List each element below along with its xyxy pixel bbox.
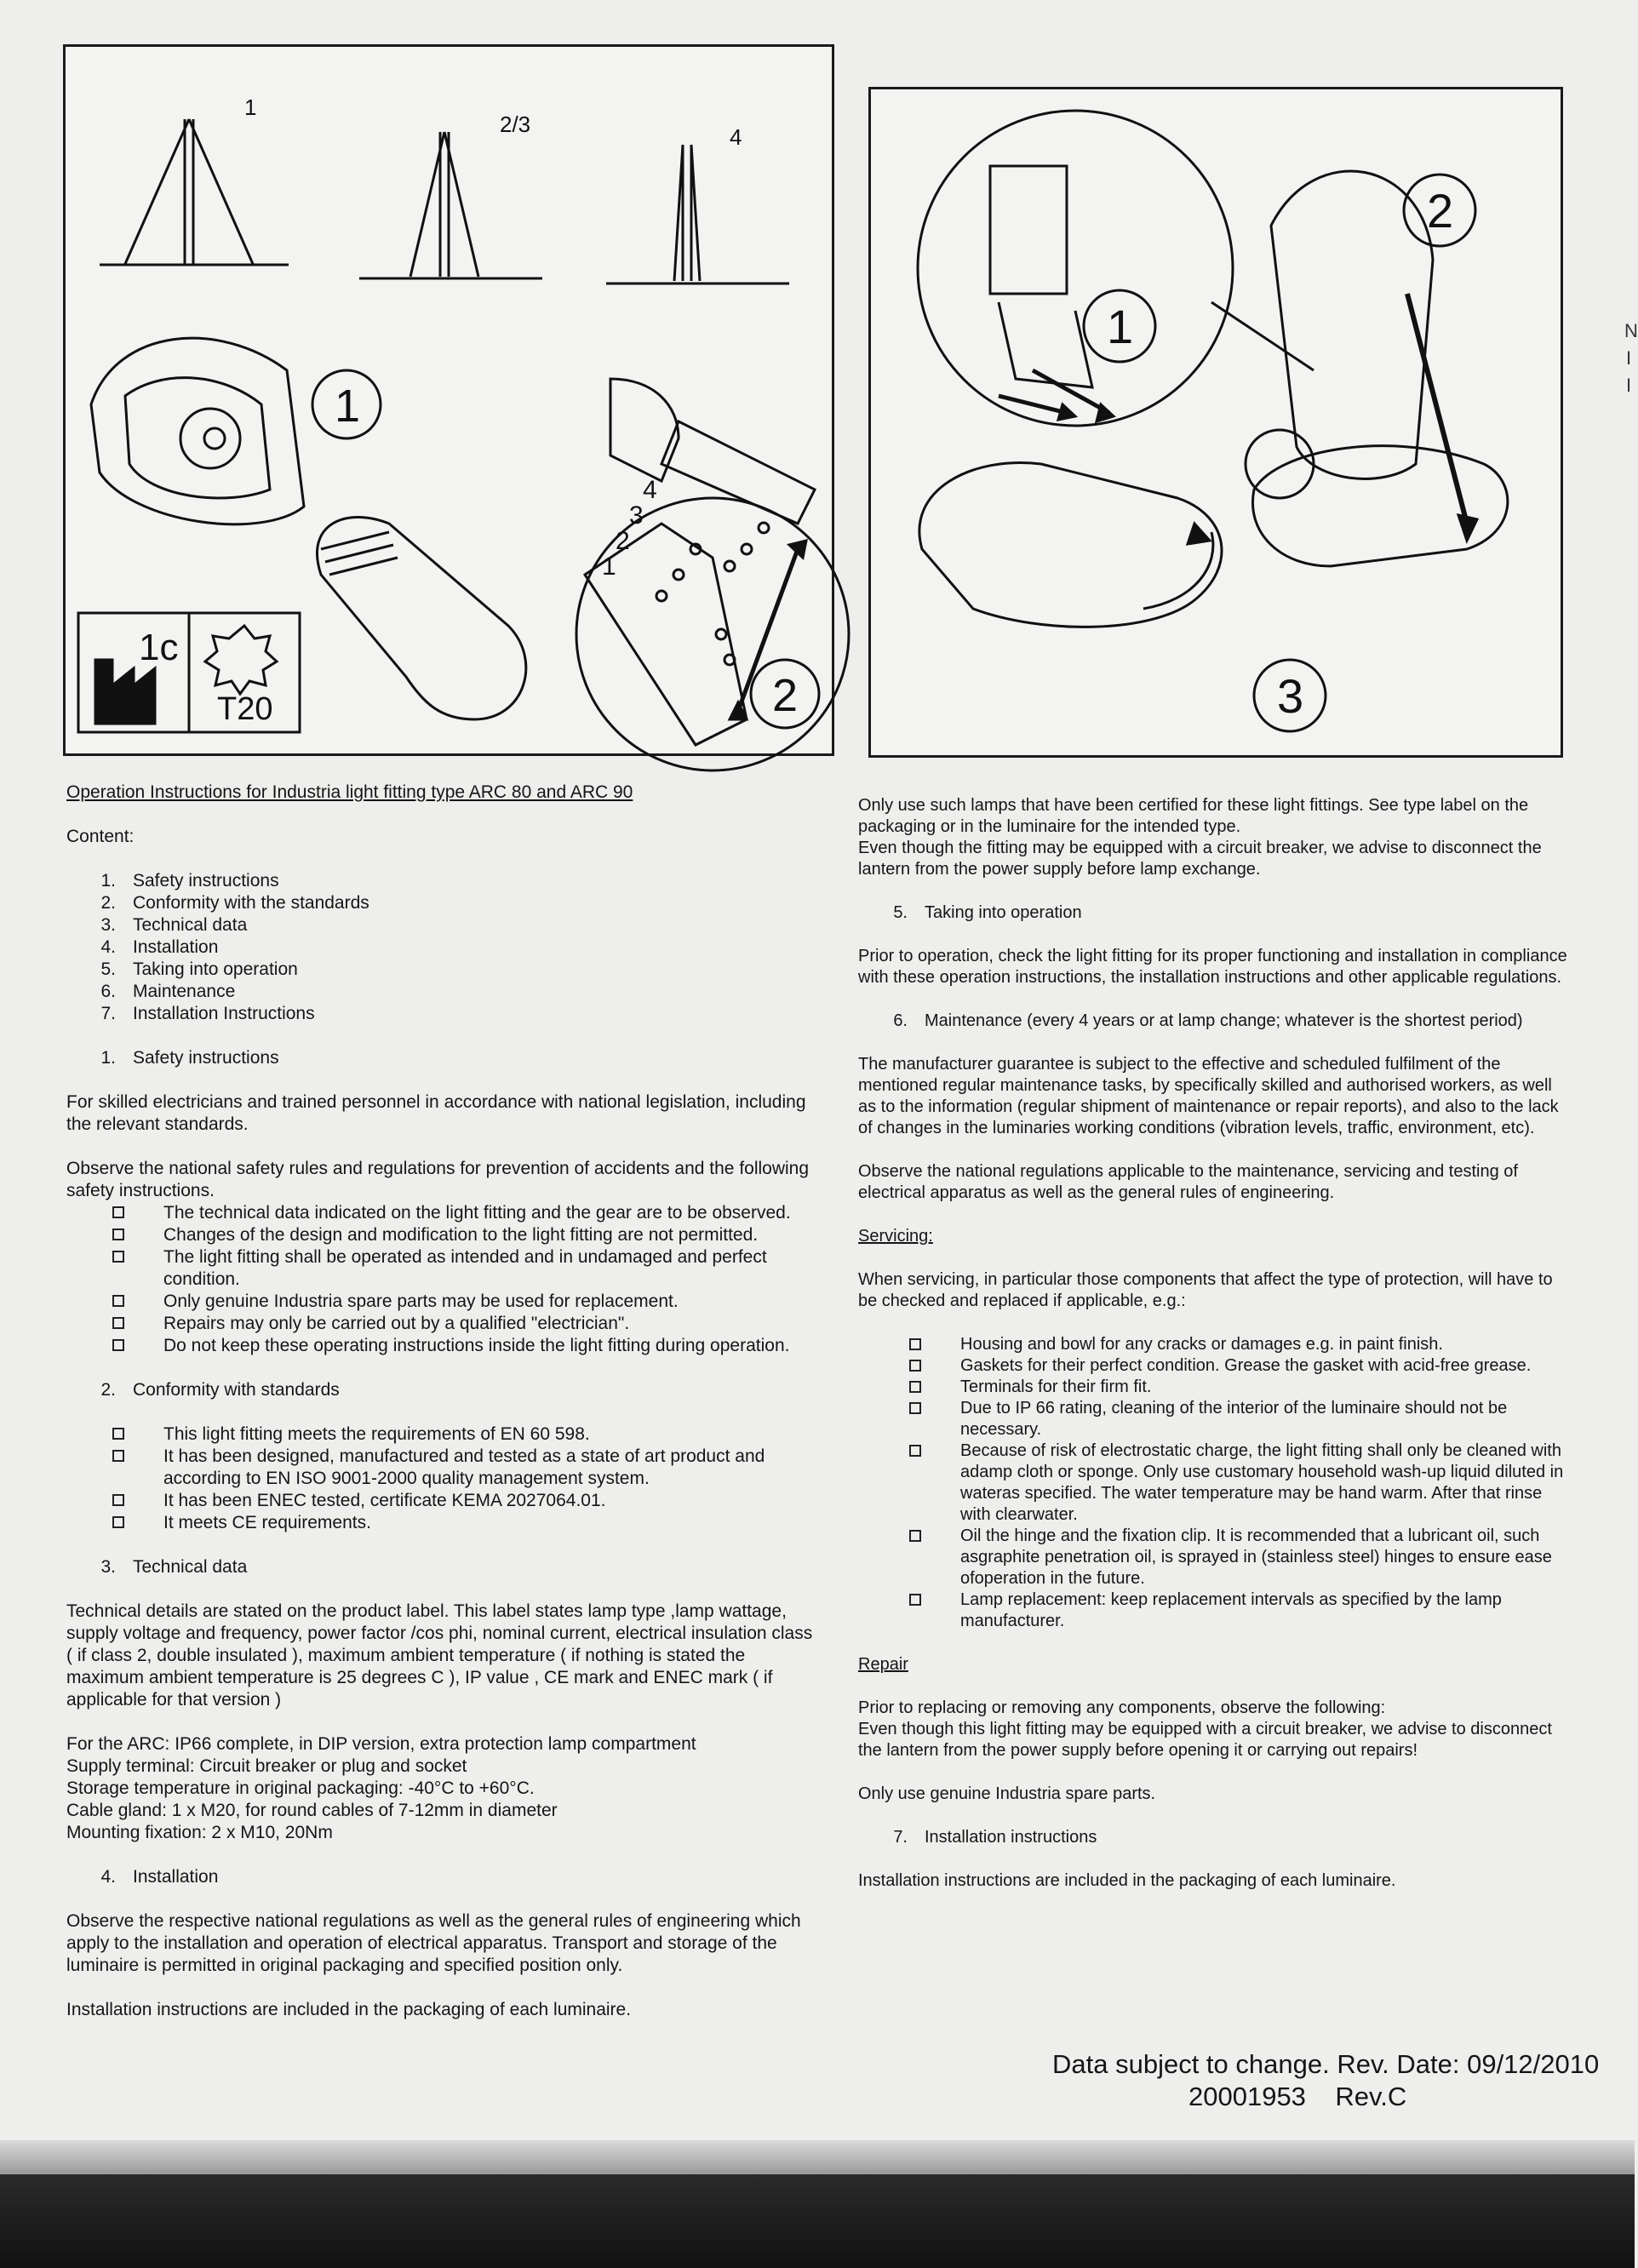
list-item: It meets CE requirements. — [66, 1512, 816, 1534]
installation-paragraph-2: Installation instructions are included in the packaging of each luminaire. — [66, 2000, 632, 2019]
checkbox-square-icon — [112, 1339, 124, 1351]
content-label: Content: — [66, 827, 135, 846]
list-item: Gaskets for their perfect condition. Grease the gasket with acid-free grease. — [858, 1355, 1573, 1377]
checkbox-square-icon — [112, 1428, 124, 1440]
figure-panel-right — [868, 87, 1563, 758]
setting-3: 3 — [629, 501, 644, 530]
checkbox-square-icon — [112, 1516, 124, 1528]
assembly-diagram-left — [66, 47, 832, 753]
checkbox-square-icon — [112, 1206, 124, 1218]
technical-paragraph: Technical details are stated on the product label. This label states lamp type ,lamp wattage, supply voltage and frequency, power factor /cos phi, nominal current, electrical insulation class ( if class 2, double insulated ), maximum ambient temperature ( if nothing is stated the maximum ambient temperature is 25 degrees C ), IP value , CE mark and ENEC mark ( if applicable for that version ) — [66, 1601, 813, 1710]
list-item: Repairs may only be carried out by a qualified "electrician". — [66, 1313, 816, 1335]
edge-mark: N — [1624, 320, 1638, 341]
fig-label-1: 1 — [244, 94, 257, 120]
fig-label-4: 4 — [730, 124, 742, 150]
servicing-heading: Servicing: — [858, 1227, 933, 1246]
maintenance-diagram-right — [871, 89, 1561, 755]
left-column — [66, 782, 816, 2043]
toc-item: 2. Conformity with the standards — [100, 893, 369, 913]
section-heading-installation-instructions: 7. Installation instructions — [893, 1828, 1097, 1847]
installation-paragraph-1: Observe the respective national regulations as well as the general rules of engineering which apply to the installation and operation of electrical apparatus. Transport and storage of the luminaire is permitted in original packaging and specified position only. — [66, 1911, 801, 1975]
checkbox-square-icon — [112, 1317, 124, 1329]
checkbox-square-icon — [112, 1450, 124, 1462]
list-item: Do not keep these operating instructions inside the light fitting during operation. — [66, 1335, 816, 1357]
page-fold-shadow — [0, 2140, 1635, 2174]
document-title: Operation Instructions for Industria light fitting type ARC 80 and ARC 90 — [66, 782, 633, 802]
section-heading-safety: 1. Safety instructions — [100, 1048, 279, 1068]
safety-bullet-list — [66, 1202, 816, 1357]
edge-mark: I — [1626, 375, 1632, 396]
list-item: The technical data indicated on the light fitting and the gear are to be observed. — [66, 1202, 816, 1224]
list-item: Because of risk of electrostatic charge, the light fitting shall only be cleaned with adamp cloth or sponge. Only use customary household wash-up liquid diluted in wateras specified. The water temperature may be hand warm. After that rinse with clearwater. — [858, 1440, 1573, 1526]
checkbox-square-icon — [909, 1402, 921, 1414]
list-item: This light fitting meets the requirements of EN 60 598. — [66, 1423, 816, 1446]
toc-item: 1. Safety instructions — [100, 871, 279, 891]
safety-paragraph-1: For skilled electricians and trained personnel in accordance with national legislation, including the relevant standards. — [66, 1092, 806, 1134]
maintenance-paragraph-1: The manufacturer guarantee is subject to the effective and scheduled fulfilment of the mentioned regular maintenance tasks, by specifically skilled and authorised workers, as well as to the information (regular shipment of maintenance or repair reports), and also to the lack of changes in the luminaries working conditions (vibration levels, traffic, environment, etc). — [858, 1055, 1559, 1137]
callout-2: 2 — [772, 670, 799, 721]
operation-paragraph: Prior to operation, check the light fitting for its proper functioning and installation in compliance with these operation instructions, the installation instructions and other applicable regulations. — [858, 947, 1567, 987]
servicing-paragraph: When servicing, in particular those components that affect the type of protection, will have to be checked and replaced if applicable, e.g.: — [858, 1270, 1553, 1310]
checkbox-square-icon — [112, 1251, 124, 1263]
figure-panel-left — [63, 44, 834, 756]
page-bottom-dark-band — [0, 2174, 1635, 2268]
checkbox-square-icon — [909, 1381, 921, 1393]
list-item: It has been ENEC tested, certificate KEMA 2027064.01. — [66, 1490, 816, 1512]
list-item: Housing and bowl for any cracks or damages e.g. in paint finish. — [858, 1334, 1573, 1355]
list-item: Terminals for their firm fit. — [858, 1377, 1573, 1398]
callout-3-right: 3 — [1277, 669, 1304, 723]
maintenance-paragraph-2: Observe the national regulations applicable to the maintenance, servicing and testing of electrical apparatus as well as the general rules of engineering. — [858, 1162, 1518, 1202]
lamp-note-1: Only use such lamps that have been certified for these light fittings. See type label on the packaging or in the luminaire for the intended type. — [858, 796, 1529, 836]
callout-1: 1 — [335, 381, 361, 432]
toc-item: 3. Technical data — [100, 915, 248, 935]
torx-label: T20 — [217, 691, 273, 727]
spec-line: Cable gland: 1 x M20, for round cables of 7-12mm in diameter — [66, 1801, 558, 1820]
edge-mark: I — [1626, 347, 1632, 369]
section-heading-conformity: 2. Conformity with standards — [100, 1380, 340, 1400]
checkbox-square-icon — [909, 1594, 921, 1606]
list-item: The light fitting shall be operated as intended and in undamaged and perfect condition. — [66, 1246, 816, 1291]
toc-item: 4. Installation — [100, 937, 219, 957]
list-item: Lamp replacement: keep replacement intervals as specified by the lamp manufacturer. — [858, 1589, 1573, 1632]
section-heading-maintenance: 6. Maintenance (every 4 years or at lamp change; whatever is the shortest period) — [893, 1011, 1523, 1030]
setting-1: 1 — [602, 553, 616, 581]
lamp-note-2: Even though the fitting may be equipped with a circuit breaker, we advise to disconnect the lantern from the power supply before lamp exchange. — [858, 839, 1542, 879]
fig-label-2-3: 2/3 — [500, 112, 531, 137]
document-number: 20001953 Rev.C — [1188, 2082, 1407, 2111]
list-item: Only genuine Industria spare parts may be used for replacement. — [66, 1291, 816, 1313]
section-heading-installation: 4. Installation — [100, 1867, 219, 1887]
checkbox-square-icon — [909, 1530, 921, 1542]
revision-date: Data subject to change. Rev. Date: 09/12/2010 — [1052, 2049, 1600, 2079]
section-heading-operation: 5. Taking into operation — [893, 903, 1082, 922]
toc-item: 6. Maintenance — [100, 982, 236, 1001]
checkbox-square-icon — [112, 1494, 124, 1506]
repair-paragraph-2: Even though this light fitting may be equipped with a circuit breaker, we advise to disconnect the lantern from the power supply before opening it or carrying out repairs! — [858, 1720, 1552, 1760]
safety-paragraph-2: Observe the national safety rules and regulations for prevention of accidents and the following safety instructions. — [66, 1159, 810, 1200]
spec-line: Mounting fixation: 2 x M10, 20Nm — [66, 1823, 333, 1842]
spec-line: Supply terminal: Circuit breaker or plug and socket — [66, 1756, 467, 1776]
section-heading-technical: 3. Technical data — [100, 1557, 248, 1577]
setting-2: 2 — [616, 527, 630, 555]
checkbox-square-icon — [112, 1295, 124, 1307]
repair-heading: Repair — [858, 1655, 908, 1674]
spec-line: For the ARC: IP66 complete, in DIP version, extra protection lamp compartment — [66, 1734, 696, 1754]
list-item: Due to IP 66 rating, cleaning of the interior of the luminaire should not be necessary. — [858, 1398, 1573, 1440]
conformity-bullet-list — [66, 1423, 816, 1534]
repair-paragraph-3: Only use genuine Industria spare parts. — [858, 1784, 1156, 1803]
list-item: It has been designed, manufactured and tested as a state of art product and according to EN ISO 9001-2000 quality management system. — [66, 1446, 816, 1490]
table-of-contents — [66, 870, 816, 1025]
toc-item: 5. Taking into operation — [100, 959, 298, 979]
callout-1-right: 1 — [1107, 300, 1134, 353]
servicing-bullet-list — [858, 1334, 1573, 1632]
list-item: Oil the hinge and the fixation clip. It is recommended that a lubricant oil, such asgraphite penetration oil, is sprayed in (stainless steel) hinges to ensure ease ofoperation in the future. — [858, 1526, 1573, 1589]
checkbox-square-icon — [909, 1338, 921, 1350]
revision-footer — [1052, 2048, 1614, 2113]
checkbox-square-icon — [909, 1445, 921, 1457]
checkbox-square-icon — [909, 1360, 921, 1372]
factory-label: 1c — [139, 627, 179, 668]
installation-instructions-paragraph: Installation instructions are included in the packaging of each luminaire. — [858, 1871, 1396, 1890]
toc-item: 7. Installation Instructions — [100, 1004, 315, 1023]
list-item: Changes of the design and modification to the light fitting are not permitted. — [66, 1224, 816, 1246]
setting-4: 4 — [643, 476, 657, 504]
technical-spec-lines — [66, 1733, 816, 1844]
right-column — [858, 795, 1573, 1914]
callout-2-right: 2 — [1427, 184, 1454, 238]
spec-line: Storage temperature in original packaging: -40°C to +60°C. — [66, 1778, 535, 1798]
repair-paragraph-1: Prior to replacing or removing any components, observe the following: — [858, 1698, 1386, 1717]
checkbox-square-icon — [112, 1228, 124, 1240]
